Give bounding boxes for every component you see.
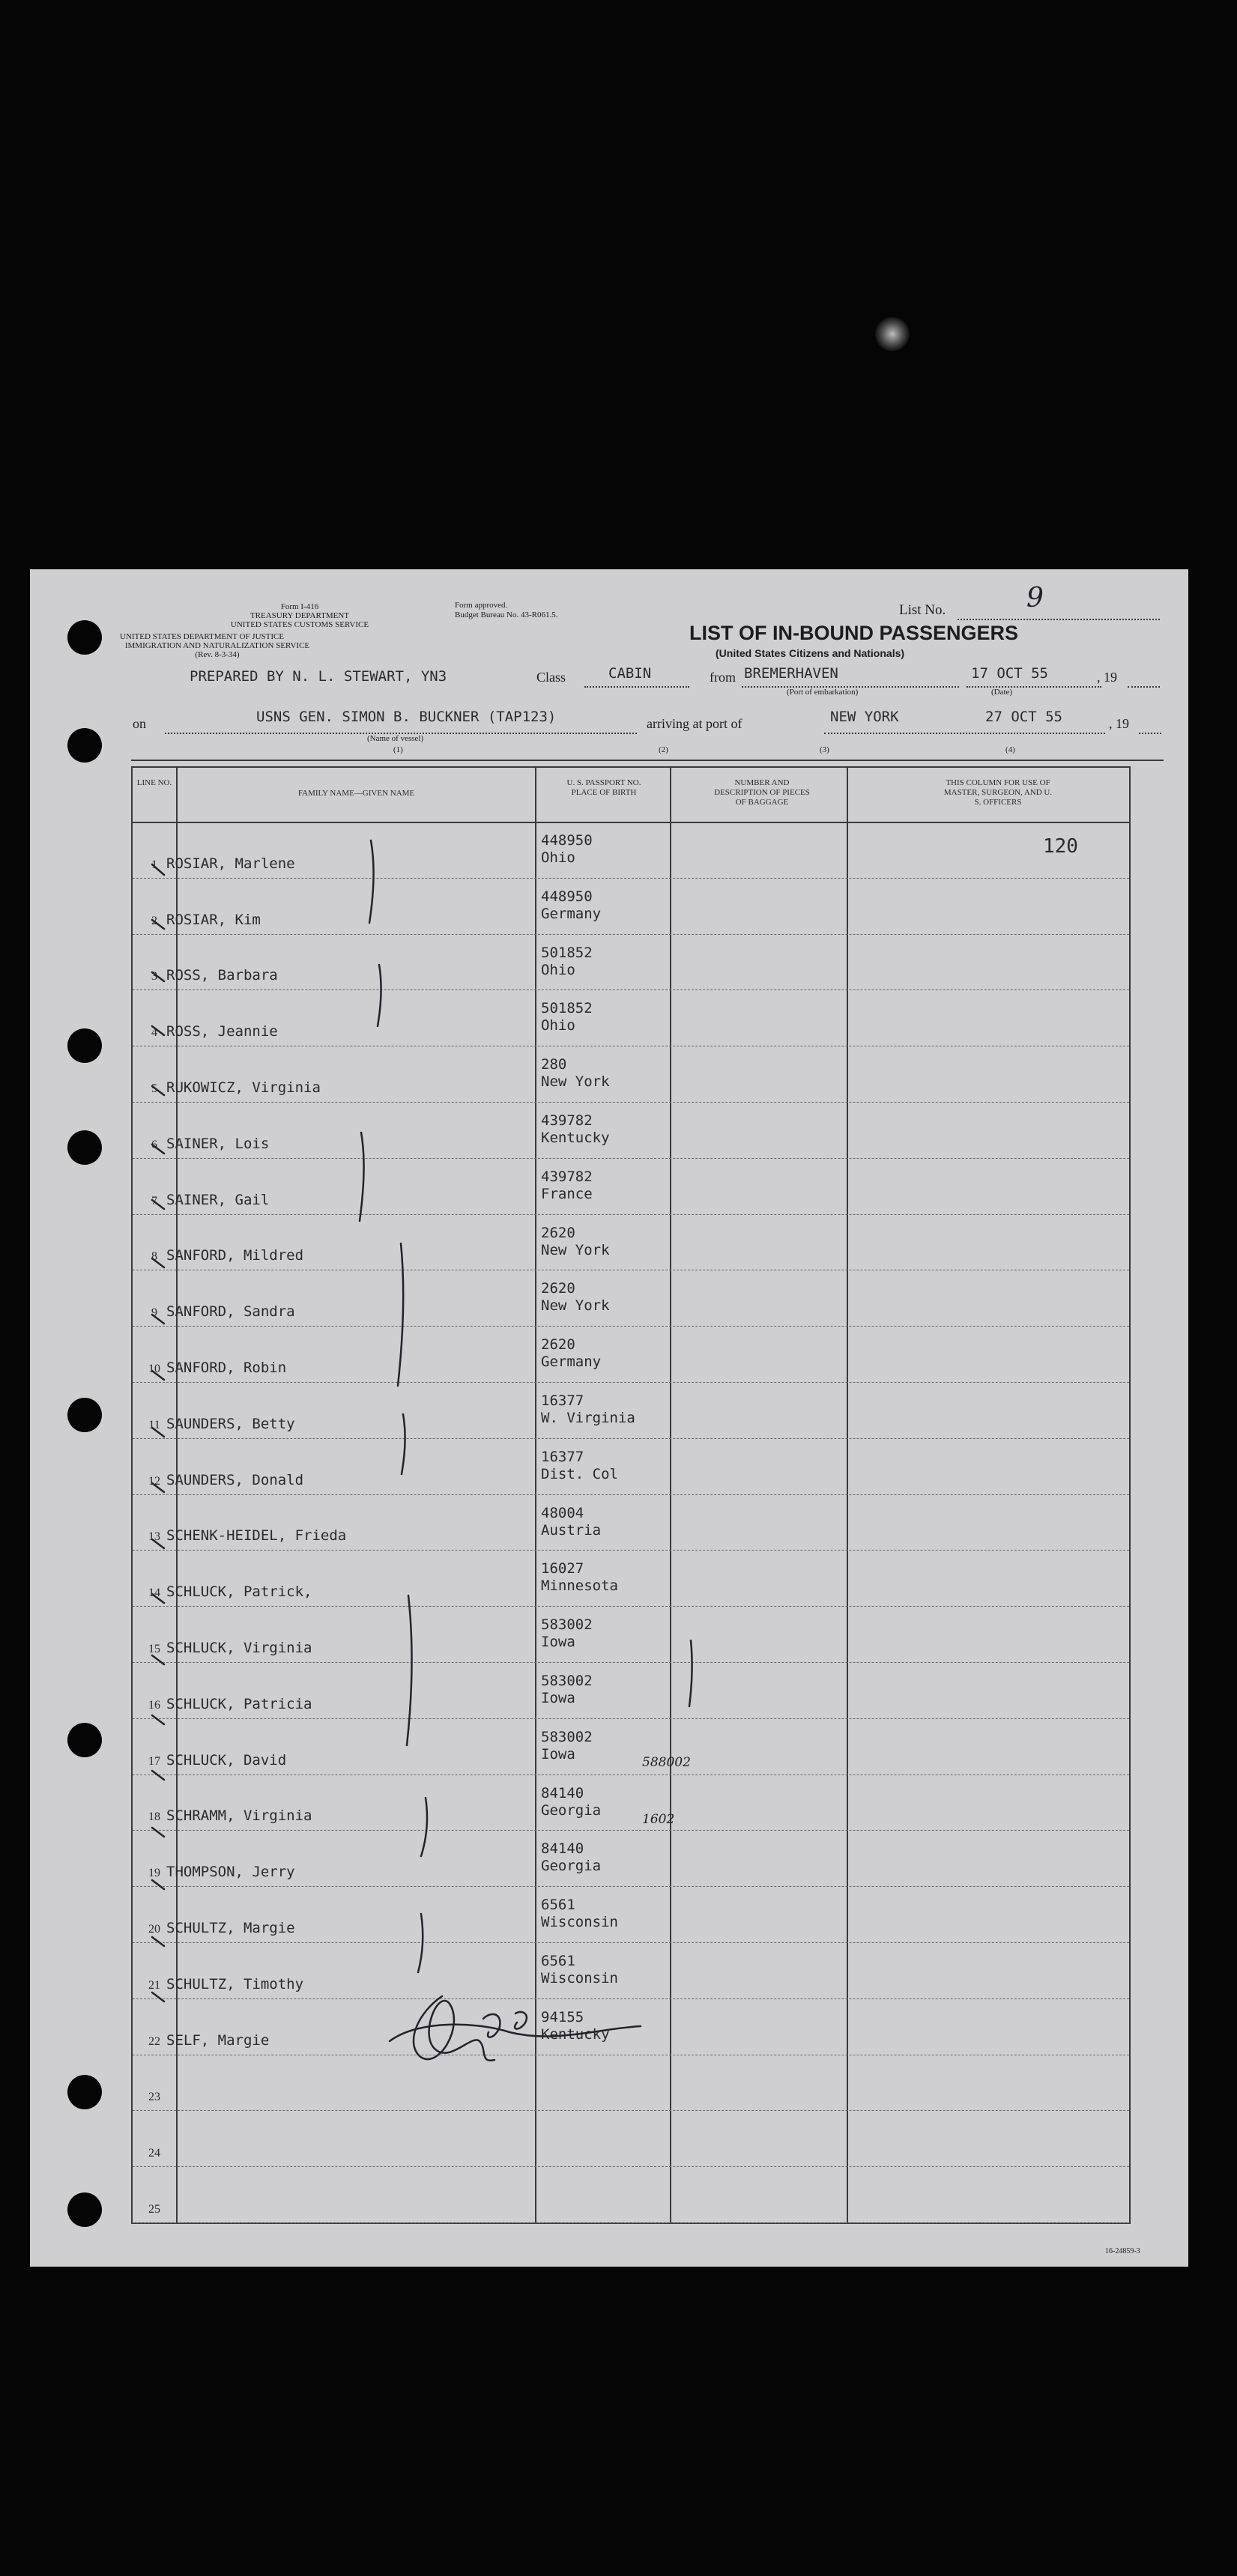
arriving-underline — [824, 733, 1105, 734]
vessel-value: USNS GEN. SIMON B. BUCKNER (TAP123) — [256, 709, 557, 725]
row-divider — [133, 2222, 1129, 2223]
line-number: 25 — [148, 2203, 160, 2216]
year-label-1: , 19 — [1097, 670, 1117, 685]
punch-hole — [67, 620, 102, 655]
passenger-name: SCHENK-HEIDEL, Frieda — [166, 1527, 347, 1545]
passenger-name: SANFORD, Mildred — [166, 1247, 304, 1264]
year-label-2: , 19 — [1109, 716, 1129, 731]
list-no-underline — [958, 619, 1160, 620]
row-divider — [133, 1438, 1129, 1439]
place-of-birth: Kentucky — [541, 1130, 610, 1146]
handwritten-correction: 1602 — [642, 1812, 675, 1827]
line-number: 12 — [148, 1474, 160, 1488]
place-of-birth: Iowa — [541, 1690, 575, 1706]
row-divider — [133, 1830, 1129, 1831]
passport-number: 16377 — [541, 1448, 584, 1465]
row-divider — [133, 1494, 1129, 1495]
passport-number: 84140 — [541, 1840, 584, 1858]
arriving-label: arriving at port of — [647, 716, 742, 731]
passenger-name: SAINER, Lois — [166, 1135, 270, 1152]
col-num-1: (1) — [393, 745, 403, 754]
passenger-manifest-sheet — [30, 569, 1188, 2267]
passport-number: 2620 — [541, 1336, 575, 1354]
place-of-birth: Wisconsin — [541, 1914, 618, 1931]
line-number: 1 — [151, 858, 157, 871]
row-divider — [133, 1718, 1129, 1719]
arriving-port: NEW YORK — [830, 709, 899, 725]
passenger-name: SANFORD, Sandra — [166, 1303, 295, 1321]
passenger-name: SCHULTZ, Margie — [166, 1920, 295, 1936]
from-date: 17 OCT 55 — [971, 665, 1048, 682]
passport-number: 501852 — [541, 944, 593, 961]
line-number: 23 — [148, 2091, 160, 2104]
passport-number: 94155 — [541, 2008, 584, 2025]
line-number: 2 — [151, 914, 157, 927]
row-divider — [133, 878, 1129, 879]
approval-line-2: Budget Bureau No. 43-R061.5. — [455, 610, 558, 619]
dept-line-5: (Rev. 8-3-34) — [195, 650, 240, 659]
date-caption: (Date) — [991, 688, 1013, 697]
passenger-name: SAINER, Gail — [166, 1191, 270, 1208]
passport-number: 2620 — [541, 1280, 575, 1297]
place-of-birth: Ohio — [541, 849, 575, 866]
passenger-name: SAUNDERS, Betty — [166, 1415, 295, 1432]
dept-line-1: TREASURY DEPARTMENT — [249, 611, 350, 620]
light-glare — [875, 317, 910, 351]
col-num-4: (4) — [1005, 745, 1015, 754]
list-no-value: 9 — [1026, 583, 1044, 613]
place-of-birth: Wisconsin — [541, 1970, 618, 1986]
port-caption: (Port of embarkation) — [787, 688, 859, 697]
line-number: 15 — [148, 1643, 160, 1655]
row-divider — [133, 1998, 1129, 1999]
row-divider — [133, 1382, 1129, 1383]
place-of-birth: Germany — [541, 1354, 602, 1371]
line-number: 14 — [148, 1586, 160, 1600]
class-label: Class — [536, 670, 566, 685]
passport-number: 439782 — [541, 1168, 593, 1185]
punch-hole — [67, 1723, 102, 1757]
passport-number: 583002 — [541, 1673, 593, 1689]
passport-number: 48004 — [541, 1504, 584, 1521]
passport-number: 16377 — [541, 1392, 584, 1409]
place-of-birth: Iowa — [541, 1745, 575, 1763]
passenger-name: ROSIAR, Kim — [166, 911, 261, 928]
year-underline-2 — [1139, 733, 1161, 734]
line-number: 3 — [151, 970, 157, 984]
year-underline-1 — [1128, 686, 1160, 688]
vessel-caption: (Name of vessel) — [367, 734, 424, 743]
passenger-name: THOMPSON, Jerry — [166, 1864, 295, 1881]
row-divider — [133, 1942, 1129, 1943]
passport-number: 84140 — [541, 1784, 584, 1801]
line-number: 24 — [148, 2147, 160, 2160]
punch-hole — [67, 2075, 102, 2109]
col-divider — [176, 768, 178, 2222]
row-divider — [133, 1606, 1129, 1607]
col-divider — [535, 768, 536, 2222]
place-of-birth: Dist. Col — [541, 1465, 618, 1482]
header-baggage: NUMBER AND DESCRIPTION OF PIECES OF BAGGAGE — [714, 778, 810, 807]
class-value: CABIN — [608, 665, 652, 682]
place-of-birth: France — [541, 1185, 593, 1202]
form-subtitle: (United States Citizens and Nationals) — [716, 647, 905, 659]
place-of-birth: Kentucky — [541, 2025, 610, 2043]
approval-line-1: Form approved. — [455, 601, 508, 610]
punch-hole — [67, 2192, 102, 2227]
header-name: FAMILY NAME—GIVEN NAME — [297, 789, 415, 798]
punch-hole — [67, 1130, 102, 1165]
col-num-2: (2) — [659, 745, 668, 754]
passenger-name: ROSIAR, Marlene — [166, 855, 295, 872]
line-number: 22 — [148, 2034, 160, 2048]
row-divider — [133, 934, 1129, 935]
line-number: 10 — [148, 1363, 160, 1375]
line-number: 7 — [151, 1194, 157, 1207]
form-title: LIST OF IN-BOUND PASSENGERS — [689, 622, 1019, 644]
passenger-name: SCHLUCK, David — [166, 1751, 287, 1769]
line-number: 11 — [148, 1418, 160, 1431]
list-no-label: List No. — [899, 602, 946, 618]
line-number: 17 — [148, 1754, 160, 1768]
row-divider — [133, 1662, 1129, 1663]
from-label: from — [710, 670, 736, 685]
line-number: 13 — [148, 1530, 160, 1544]
passenger-name: ROSS, Jeannie — [166, 1023, 278, 1040]
row-divider — [133, 1326, 1129, 1327]
place-of-birth: Ohio — [541, 1017, 575, 1034]
passport-number: 448950 — [541, 832, 593, 849]
line-number: 19 — [148, 1867, 160, 1880]
line-number: 21 — [148, 1978, 160, 1992]
passenger-name: ROSS, Barbara — [166, 967, 278, 984]
passport-number: 280 — [541, 1056, 567, 1073]
handwritten-correction: 588002 — [642, 1755, 691, 1770]
place-of-birth: Iowa — [541, 1634, 575, 1651]
line-number: 6 — [151, 1138, 157, 1151]
passenger-name: SCHLUCK, Virginia — [166, 1640, 312, 1656]
dept-line-4: IMMIGRATION AND NATURALIZATION SERVICE — [124, 641, 310, 650]
on-label: on — [133, 716, 146, 731]
header-passport: U. S. PASSPORT NO. PLACE OF BIRTH — [566, 778, 641, 797]
dept-line-3: UNITED STATES DEPARTMENT OF JUSTICE — [120, 632, 285, 641]
passenger-name: SANFORD, Robin — [166, 1360, 287, 1376]
header-officers: THIS COLUMN FOR USE OF MASTER, SURGEON, AND U. S. OFFICERS — [943, 778, 1053, 807]
passport-number: 583002 — [541, 1728, 593, 1745]
passenger-name: SAUNDERS, Donald — [166, 1471, 304, 1488]
col-num-3: (3) — [820, 745, 829, 754]
row-divider — [133, 2166, 1129, 2167]
line-number: 20 — [148, 1923, 160, 1936]
punch-hole — [67, 1398, 102, 1432]
officer-annotation: 120 — [1043, 835, 1078, 858]
place-of-birth: Minnesota — [541, 1578, 618, 1595]
line-number: 4 — [151, 1026, 157, 1040]
prepared-by: PREPARED BY N. L. STEWART, YN3 — [190, 668, 447, 685]
place-of-birth: New York — [541, 1297, 610, 1315]
place-of-birth: W. Virginia — [541, 1410, 635, 1426]
place-of-birth: Ohio — [541, 961, 575, 978]
col-divider — [670, 768, 671, 2222]
passport-number: 583002 — [541, 1616, 593, 1634]
header-rule — [131, 760, 1164, 761]
passenger-name: SELF, Margie — [166, 2031, 270, 2049]
header-line-no: LINE NO. — [136, 778, 172, 787]
from-value: BREMERHAVEN — [744, 665, 838, 682]
passenger-name: RUKOWICZ, Virginia — [166, 1079, 321, 1096]
passport-number: 501852 — [541, 1000, 593, 1017]
form-number: Form I-416 — [280, 602, 319, 611]
row-divider — [133, 1886, 1129, 1887]
passenger-name: SCHULTZ, Timothy — [166, 1975, 304, 1992]
passenger-name: SCHLUCK, Patricia — [166, 1695, 312, 1712]
passport-number: 16027 — [541, 1560, 584, 1578]
line-number: 18 — [148, 1810, 160, 1824]
row-divider — [133, 2110, 1129, 2111]
table-header-rule — [133, 822, 1129, 823]
place-of-birth: New York — [541, 1073, 610, 1091]
passenger-name: SCHLUCK, Patrick, — [166, 1584, 312, 1601]
place-of-birth: Austria — [541, 1521, 602, 1539]
from-date-underline — [967, 686, 1101, 688]
place-of-birth: Germany — [541, 905, 602, 922]
row-divider — [133, 1158, 1129, 1159]
punch-hole — [67, 1028, 102, 1063]
passport-number: 2620 — [541, 1224, 575, 1241]
punch-hole — [67, 728, 102, 763]
dept-line-2: UNITED STATES CUSTOMS SERVICE — [230, 620, 369, 629]
place-of-birth: Georgia — [541, 1801, 602, 1819]
passport-number: 6561 — [541, 1897, 575, 1914]
passport-number: 6561 — [541, 1953, 575, 1969]
footer-code: 16-24859-3 — [1105, 2247, 1140, 2255]
passenger-name: SCHRAMM, Virginia — [166, 1807, 312, 1825]
passport-number: 439782 — [541, 1112, 593, 1129]
line-number: 5 — [151, 1082, 157, 1095]
class-underline — [584, 686, 689, 688]
place-of-birth: Georgia — [541, 1858, 602, 1875]
row-divider — [133, 1550, 1129, 1551]
row-divider — [133, 1102, 1129, 1103]
place-of-birth: New York — [541, 1241, 610, 1258]
passport-number: 448950 — [541, 888, 593, 905]
col-divider — [847, 768, 848, 2222]
line-number: 16 — [148, 1698, 160, 1712]
row-divider — [133, 1214, 1129, 1215]
passenger-table — [131, 766, 1131, 2224]
line-number: 9 — [151, 1306, 157, 1320]
line-number: 8 — [151, 1250, 157, 1264]
arriving-date: 27 OCT 55 — [985, 709, 1062, 725]
